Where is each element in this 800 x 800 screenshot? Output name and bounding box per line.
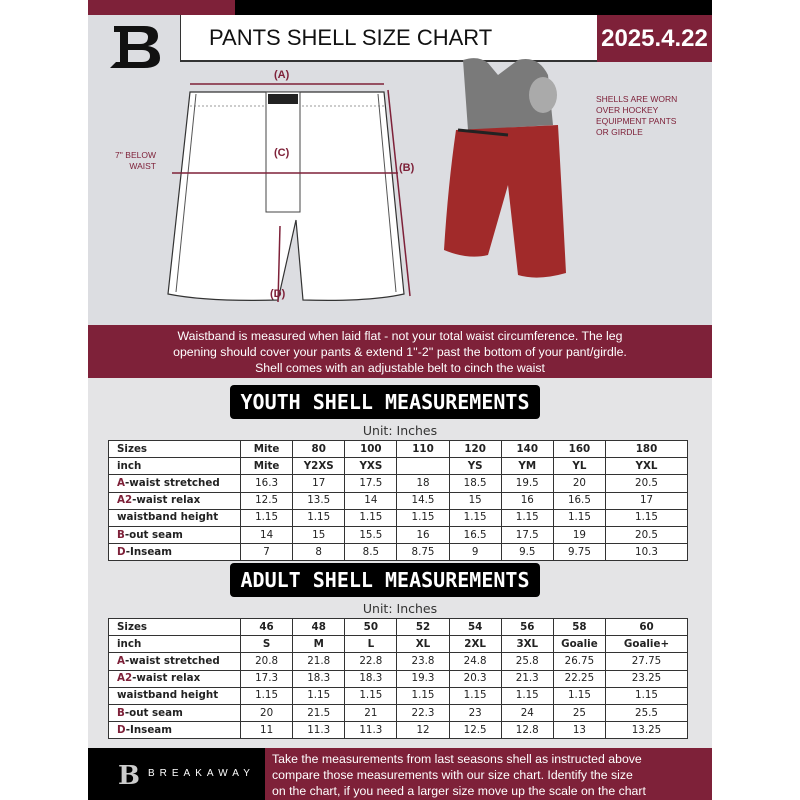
youth-unit: Unit: Inches xyxy=(362,423,438,438)
table-cell: Goalie xyxy=(553,636,605,653)
table-cell: 18.3 xyxy=(345,670,397,687)
c-measure-note xyxy=(108,150,156,172)
table-cell: 46 xyxy=(241,619,293,636)
table-cell: 2XL xyxy=(449,636,501,653)
row-label xyxy=(109,687,241,704)
adult-table xyxy=(108,618,688,739)
table-cell: 1.15 xyxy=(293,509,345,526)
table-cell: 26.75 xyxy=(553,653,605,670)
row-label xyxy=(109,458,241,475)
row-label xyxy=(109,619,241,636)
adult-title: ADULT SHELL MEASUREMENTS xyxy=(230,563,540,597)
table-cell: 23 xyxy=(449,704,501,721)
size-chart-page xyxy=(88,0,712,800)
note-line: 7'' BELOW xyxy=(114,150,156,160)
table-cell: 16.5 xyxy=(449,526,501,543)
table-row xyxy=(109,492,688,509)
table-cell: 17 xyxy=(606,492,688,509)
table-cell: 23.25 xyxy=(606,670,688,687)
table-row xyxy=(109,544,688,561)
table-cell: 22.25 xyxy=(553,670,605,687)
label-d: (D) xyxy=(270,288,286,300)
table-cell: 18 xyxy=(397,475,449,492)
shell-on-equipment-photo xyxy=(438,55,598,285)
table-cell: 25.5 xyxy=(606,704,688,721)
table-cell: 23.8 xyxy=(397,653,449,670)
footer-logo: B xyxy=(118,761,140,791)
table-cell: 22.8 xyxy=(345,653,397,670)
table-cell: 180 xyxy=(606,441,688,458)
measure-label: inch xyxy=(117,459,142,472)
table-cell: 56 xyxy=(501,619,553,636)
table-cell: 15.5 xyxy=(345,526,397,543)
adult-unit: Unit: Inches xyxy=(362,601,438,616)
table-cell: 80 xyxy=(293,441,345,458)
measure-key: A xyxy=(117,476,125,489)
table-cell: 12 xyxy=(397,722,449,739)
table-cell: 1.15 xyxy=(501,687,553,704)
row-label xyxy=(109,492,241,509)
table-cell: 1.15 xyxy=(606,687,688,704)
measure-key: D xyxy=(117,545,126,558)
table-cell: 13.25 xyxy=(606,722,688,739)
table-row xyxy=(109,509,688,526)
table-cell: 120 xyxy=(449,441,501,458)
table-cell: 19.3 xyxy=(397,670,449,687)
table-cell: 12.5 xyxy=(241,492,293,509)
table-cell: 14.5 xyxy=(397,492,449,509)
table-cell: Y2XS xyxy=(293,458,345,475)
measure-key: B xyxy=(117,528,125,541)
table-cell: 13.5 xyxy=(293,492,345,509)
table-cell: 24 xyxy=(501,704,553,721)
table-cell: 21.3 xyxy=(501,670,553,687)
row-label xyxy=(109,526,241,543)
info-band xyxy=(88,325,712,378)
row-label xyxy=(109,722,241,739)
table-cell: 15 xyxy=(293,526,345,543)
table-cell: 54 xyxy=(449,619,501,636)
footer-line: Take the measurements from last seasons shell as instructed above xyxy=(272,752,642,766)
label-b: (B) xyxy=(399,162,415,174)
table-row xyxy=(109,653,688,670)
measure-label: -waist relax xyxy=(132,494,201,507)
brand-logo xyxy=(106,22,166,72)
table-cell: 1.15 xyxy=(241,687,293,704)
table-cell: 21.5 xyxy=(293,704,345,721)
table-cell: L xyxy=(345,636,397,653)
measure-key: B xyxy=(117,706,125,719)
table-row xyxy=(109,526,688,543)
info-line: Shell comes with an adjustable belt to cinch the waist xyxy=(255,361,545,375)
table-row xyxy=(109,722,688,739)
measure-label: -Inseam xyxy=(125,723,172,736)
measure-label: Sizes xyxy=(117,620,148,633)
table-cell: S xyxy=(241,636,293,653)
table-cell: 58 xyxy=(553,619,605,636)
table-cell: 20 xyxy=(241,704,293,721)
measure-label: -out seam xyxy=(124,706,183,719)
table-row xyxy=(109,475,688,492)
row-label xyxy=(109,544,241,561)
table-cell: 20.5 xyxy=(606,475,688,492)
table-row xyxy=(109,704,688,721)
measure-label: inch xyxy=(117,637,142,650)
row-label xyxy=(109,704,241,721)
table-cell: 20.5 xyxy=(606,526,688,543)
row-label xyxy=(109,636,241,653)
table-cell: 1.15 xyxy=(345,509,397,526)
table-cell: 20 xyxy=(553,475,605,492)
table-cell: 110 xyxy=(397,441,449,458)
table-cell: 16 xyxy=(501,492,553,509)
measure-label: -Inseam xyxy=(125,545,172,558)
table-row xyxy=(109,687,688,704)
table-cell: 25 xyxy=(553,704,605,721)
table-cell: 1.15 xyxy=(501,509,553,526)
table-cell: 9.5 xyxy=(501,544,553,561)
table-cell: 8.75 xyxy=(397,544,449,561)
table-cell: YXL xyxy=(606,458,688,475)
info-line: opening should cover your pants & extend 1''-2'' past the bottom of your pant/girdle. xyxy=(173,345,627,359)
table-cell: 17.5 xyxy=(345,475,397,492)
table-cell: 1.15 xyxy=(553,509,605,526)
youth-table xyxy=(108,440,688,561)
table-cell: 18.3 xyxy=(293,670,345,687)
brand-name: BREAKAWAY xyxy=(148,768,255,779)
note-line: OVER HOCKEY xyxy=(596,105,659,115)
table-cell: 15 xyxy=(449,492,501,509)
table-cell: 14 xyxy=(241,526,293,543)
table-cell: Mite xyxy=(241,458,293,475)
table-cell: 22.3 xyxy=(397,704,449,721)
note-line: SHELLS ARE WORN xyxy=(596,94,678,104)
table-cell: 17.3 xyxy=(241,670,293,687)
table-cell: 1.15 xyxy=(449,687,501,704)
table-cell xyxy=(397,458,449,475)
footer-line: compare those measurements with our size chart. Identify the size xyxy=(272,768,633,782)
table-row xyxy=(109,619,688,636)
table-cell: 1.15 xyxy=(553,687,605,704)
note-line: OR GIRDLE xyxy=(596,127,643,137)
table-cell: 16 xyxy=(397,526,449,543)
measure-label: -waist stretched xyxy=(124,476,220,489)
table-cell: YXS xyxy=(345,458,397,475)
table-cell: 12.5 xyxy=(449,722,501,739)
table-cell: 17 xyxy=(293,475,345,492)
table-cell: 50 xyxy=(345,619,397,636)
row-label xyxy=(109,670,241,687)
pants-diagram xyxy=(148,70,438,310)
table-row xyxy=(109,670,688,687)
table-cell: 48 xyxy=(293,619,345,636)
table-cell: 1.15 xyxy=(293,687,345,704)
table-row xyxy=(109,458,688,475)
table-cell: 27.75 xyxy=(606,653,688,670)
table-cell: 140 xyxy=(501,441,553,458)
measure-label: waistband height xyxy=(117,511,219,524)
table-cell: 19 xyxy=(553,526,605,543)
measure-label: -waist relax xyxy=(132,672,201,685)
table-cell: 19.5 xyxy=(501,475,553,492)
table-cell: 17.5 xyxy=(501,526,553,543)
table-cell: 8 xyxy=(293,544,345,561)
table-cell: 3XL xyxy=(501,636,553,653)
table-cell: YM xyxy=(501,458,553,475)
row-label xyxy=(109,475,241,492)
table-cell: 8.5 xyxy=(345,544,397,561)
table-cell: 9 xyxy=(449,544,501,561)
table-cell: 12.8 xyxy=(501,722,553,739)
measure-label: waistband height xyxy=(117,689,219,702)
table-cell: 9.75 xyxy=(553,544,605,561)
shell-note xyxy=(596,94,677,138)
table-cell: 7 xyxy=(241,544,293,561)
measure-label: -out seam xyxy=(124,528,183,541)
measure-key: D xyxy=(117,723,126,736)
table-cell: 21.8 xyxy=(293,653,345,670)
top-bar xyxy=(235,0,712,15)
table-cell: 60 xyxy=(606,619,688,636)
table-cell: 1.15 xyxy=(345,687,397,704)
table-cell: 18.5 xyxy=(449,475,501,492)
table-cell: Goalie+ xyxy=(606,636,688,653)
table-cell: 14 xyxy=(345,492,397,509)
table-cell: Mite xyxy=(241,441,293,458)
table-cell: 1.15 xyxy=(449,509,501,526)
table-cell: 11 xyxy=(241,722,293,739)
page-title: PANTS SHELL SIZE CHART xyxy=(209,25,493,50)
table-cell: XL xyxy=(397,636,449,653)
table-cell: M xyxy=(293,636,345,653)
table-cell: 21 xyxy=(345,704,397,721)
note-line: WAIST xyxy=(129,161,156,171)
table-cell: 1.15 xyxy=(397,509,449,526)
table-cell: 100 xyxy=(345,441,397,458)
table-cell: YS xyxy=(449,458,501,475)
table-row xyxy=(109,441,688,458)
table-cell: 20.3 xyxy=(449,670,501,687)
measure-key: A xyxy=(117,654,125,667)
label-c: (C) xyxy=(274,147,290,159)
table-cell: 1.15 xyxy=(606,509,688,526)
measure-label: Sizes xyxy=(117,442,148,455)
row-label xyxy=(109,653,241,670)
table-cell: 16.3 xyxy=(241,475,293,492)
table-row xyxy=(109,636,688,653)
date-badge: 2025.4.22 xyxy=(597,15,712,62)
label-a: (A) xyxy=(274,69,290,81)
table-cell: 25.8 xyxy=(501,653,553,670)
top-bar-accent xyxy=(88,0,235,15)
table-cell: 11.3 xyxy=(345,722,397,739)
row-label xyxy=(109,441,241,458)
footer-instructions xyxy=(265,748,712,800)
row-label xyxy=(109,509,241,526)
table-cell: 160 xyxy=(553,441,605,458)
measure-key: A2 xyxy=(117,672,133,685)
measure-label: -waist stretched xyxy=(124,654,220,667)
table-cell: 13 xyxy=(553,722,605,739)
table-cell: 11.3 xyxy=(293,722,345,739)
table-cell: 24.8 xyxy=(449,653,501,670)
table-cell: 1.15 xyxy=(397,687,449,704)
youth-title: YOUTH SHELL MEASUREMENTS xyxy=(230,385,540,419)
table-cell: 52 xyxy=(397,619,449,636)
table-cell: 16.5 xyxy=(553,492,605,509)
table-cell: YL xyxy=(553,458,605,475)
info-line: Waistband is measured when laid flat - not your total waist circumference. The leg xyxy=(177,329,623,343)
measure-key: A2 xyxy=(117,494,133,507)
table-cell: 10.3 xyxy=(606,544,688,561)
footer-line: on the chart, if you need a larger size move up the scale on the chart xyxy=(272,784,646,798)
note-line: EQUIPMENT PANTS xyxy=(596,116,677,126)
table-cell: 1.15 xyxy=(241,509,293,526)
table-cell: 20.8 xyxy=(241,653,293,670)
